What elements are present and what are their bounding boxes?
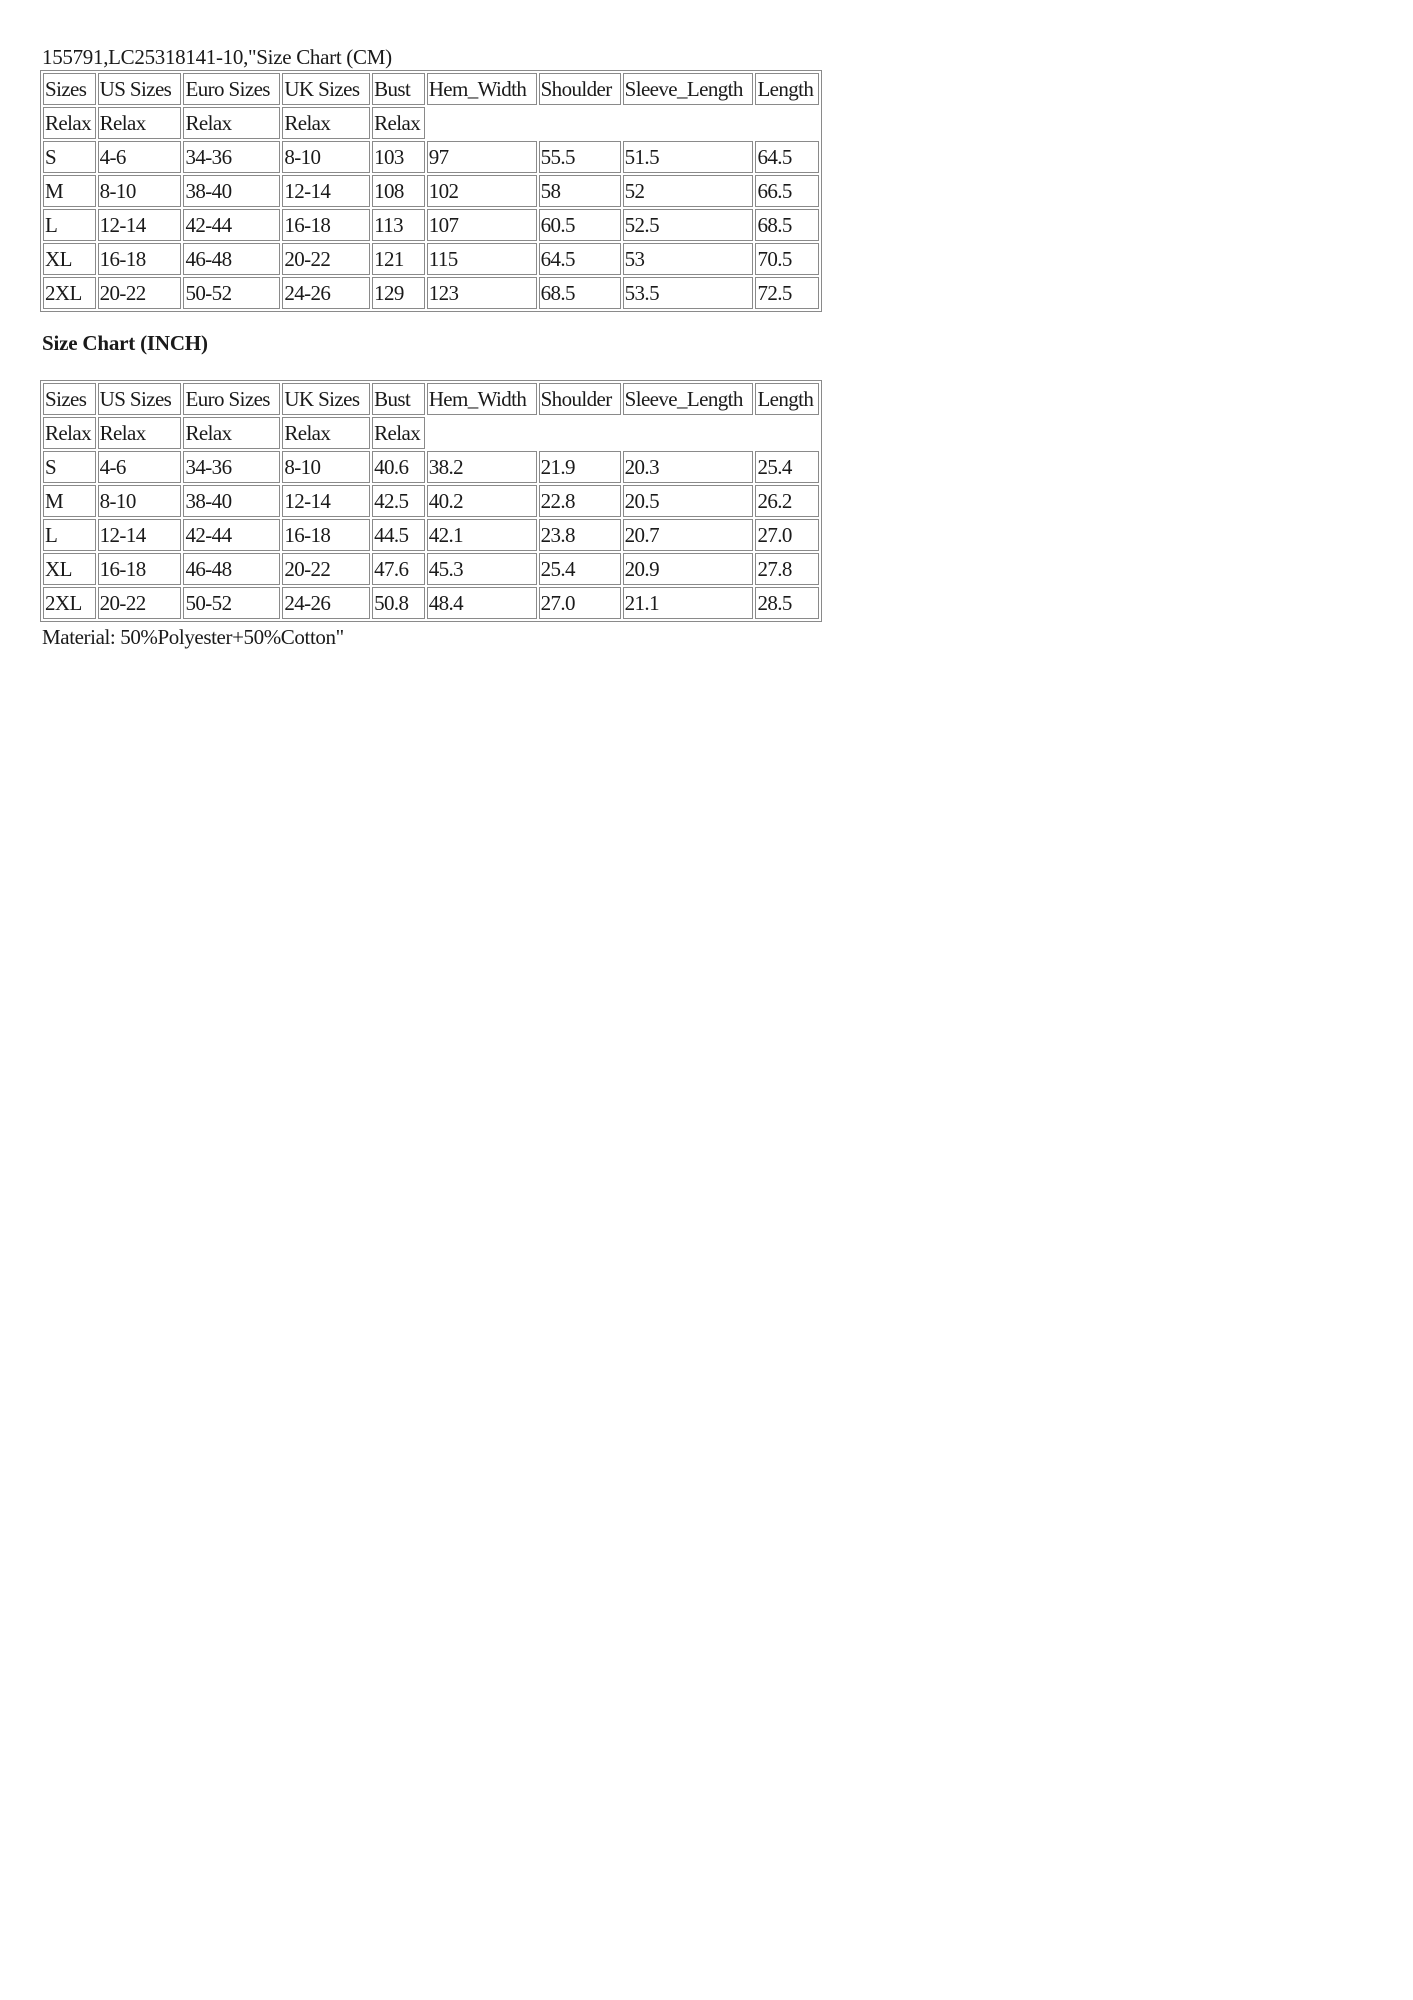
table-cell: S [43,451,96,483]
table-cell: M [43,175,96,207]
table-cell: 20.7 [623,519,754,551]
table-cell: 27.0 [755,519,819,551]
fit-cell: Relax [183,417,280,449]
table-cell: 20-22 [98,587,182,619]
table-cell: 27.0 [539,587,621,619]
table-cell: 34-36 [183,451,280,483]
column-header: Sizes [43,73,96,105]
table-cell: 64.5 [755,141,819,173]
table-cell: 8-10 [282,141,370,173]
table-cell: 102 [427,175,537,207]
table-cell: 42-44 [183,519,280,551]
inch-section-title: Size Chart (INCH) [42,331,208,355]
table-cell: 53.5 [623,277,754,309]
table-cell: L [43,209,96,241]
table-cell: 50.8 [372,587,425,619]
table-cell: 46-48 [183,243,280,275]
table-cell: 38-40 [183,175,280,207]
table-cell: 21.1 [623,587,754,619]
table-cell: 115 [427,243,537,275]
table-cell: 24-26 [282,277,370,309]
table-cell: 60.5 [539,209,621,241]
table-cell: 123 [427,277,537,309]
table-cell: 48.4 [427,587,537,619]
table-cell: 129 [372,277,425,309]
table-cell: 16-18 [282,209,370,241]
table-row [43,141,819,173]
table-cell: 23.8 [539,519,621,551]
column-header: Sleeve_Length [623,383,754,415]
column-header: UK Sizes [282,383,370,415]
inch-size-table [40,380,822,622]
fit-cell: Relax [372,107,425,139]
table-cell: 50-52 [183,587,280,619]
table-cell: 20-22 [282,243,370,275]
table-row [43,209,819,241]
table-cell: 70.5 [755,243,819,275]
column-header: Length [755,73,819,105]
table-cell: M [43,485,96,517]
table-cell: 66.5 [755,175,819,207]
table-cell: 51.5 [623,141,754,173]
table-cell: XL [43,553,96,585]
table-cell: 40.2 [427,485,537,517]
empty-cell [427,107,819,139]
table-row [43,519,819,551]
table-cell: 8-10 [282,451,370,483]
table-cell: 8-10 [98,175,182,207]
table-cell: 121 [372,243,425,275]
table-row [43,243,819,275]
column-header: Euro Sizes [183,73,280,105]
table-cell: 16-18 [98,243,182,275]
table-cell: 2XL [43,587,96,619]
table-cell: 68.5 [539,277,621,309]
table-cell: 44.5 [372,519,425,551]
table-cell: 20.5 [623,485,754,517]
table-cell: 12-14 [98,209,182,241]
column-header: Sleeve_Length [623,73,754,105]
table-cell: 20.9 [623,553,754,585]
fit-row [43,107,819,139]
fit-cell: Relax [282,107,370,139]
fit-cell: Relax [43,107,96,139]
table-cell: 50-52 [183,277,280,309]
column-header: Length [755,383,819,415]
table-cell: 22.8 [539,485,621,517]
cm-size-table [40,70,822,312]
fit-cell: Relax [98,107,182,139]
table-header-row [43,383,819,415]
column-header: Sizes [43,383,96,415]
table-cell: 40.6 [372,451,425,483]
header-line: 155791,LC25318141-10,"Size Chart (CM) [42,45,392,69]
column-header: Shoulder [539,73,621,105]
size-chart-document [42,44,822,650]
table-cell: 16-18 [282,519,370,551]
table-row [43,587,819,619]
table-cell: 108 [372,175,425,207]
column-header: Hem_Width [427,73,537,105]
table-row [43,451,819,483]
column-header: US Sizes [98,73,182,105]
table-cell: 12-14 [282,485,370,517]
table-cell: 27.8 [755,553,819,585]
table-cell: 68.5 [755,209,819,241]
table-cell: 25.4 [755,451,819,483]
table-cell: 4-6 [98,141,182,173]
column-header: Bust [372,383,425,415]
table-cell: 4-6 [98,451,182,483]
table-header-row [43,73,819,105]
table-cell: 24-26 [282,587,370,619]
table-cell: 52.5 [623,209,754,241]
table-cell: 46-48 [183,553,280,585]
table-cell: 21.9 [539,451,621,483]
fit-cell: Relax [282,417,370,449]
table-cell: 8-10 [98,485,182,517]
fit-cell: Relax [183,107,280,139]
table-cell: 25.4 [539,553,621,585]
table-cell: 47.6 [372,553,425,585]
table-row [43,553,819,585]
table-row [43,485,819,517]
table-cell: 53 [623,243,754,275]
table-cell: 52 [623,175,754,207]
table-cell: L [43,519,96,551]
material-line: Material: 50%Polyester+50%Cotton" [42,625,344,649]
table-cell: 38.2 [427,451,537,483]
column-header: Shoulder [539,383,621,415]
table-cell: 34-36 [183,141,280,173]
fit-cell: Relax [98,417,182,449]
column-header: UK Sizes [282,73,370,105]
table-cell: 20.3 [623,451,754,483]
table-cell: 20-22 [282,553,370,585]
table-cell: 42.1 [427,519,537,551]
table-cell: 26.2 [755,485,819,517]
table-cell: 20-22 [98,277,182,309]
table-cell: 107 [427,209,537,241]
table-cell: 12-14 [282,175,370,207]
table-cell: 16-18 [98,553,182,585]
column-header: US Sizes [98,383,182,415]
table-cell: 97 [427,141,537,173]
column-header: Bust [372,73,425,105]
column-header: Hem_Width [427,383,537,415]
table-cell: 2XL [43,277,96,309]
table-cell: 38-40 [183,485,280,517]
table-cell: 58 [539,175,621,207]
table-cell: 12-14 [98,519,182,551]
fit-cell: Relax [372,417,425,449]
table-cell: 72.5 [755,277,819,309]
table-cell: 42.5 [372,485,425,517]
fit-cell: Relax [43,417,96,449]
table-row [43,277,819,309]
table-cell: 28.5 [755,587,819,619]
table-cell: 45.3 [427,553,537,585]
table-cell: 55.5 [539,141,621,173]
table-cell: XL [43,243,96,275]
table-cell: S [43,141,96,173]
table-cell: 42-44 [183,209,280,241]
fit-row [43,417,819,449]
table-cell: 64.5 [539,243,621,275]
column-header: Euro Sizes [183,383,280,415]
table-cell: 103 [372,141,425,173]
empty-cell [427,417,819,449]
table-row [43,175,819,207]
table-cell: 113 [372,209,425,241]
